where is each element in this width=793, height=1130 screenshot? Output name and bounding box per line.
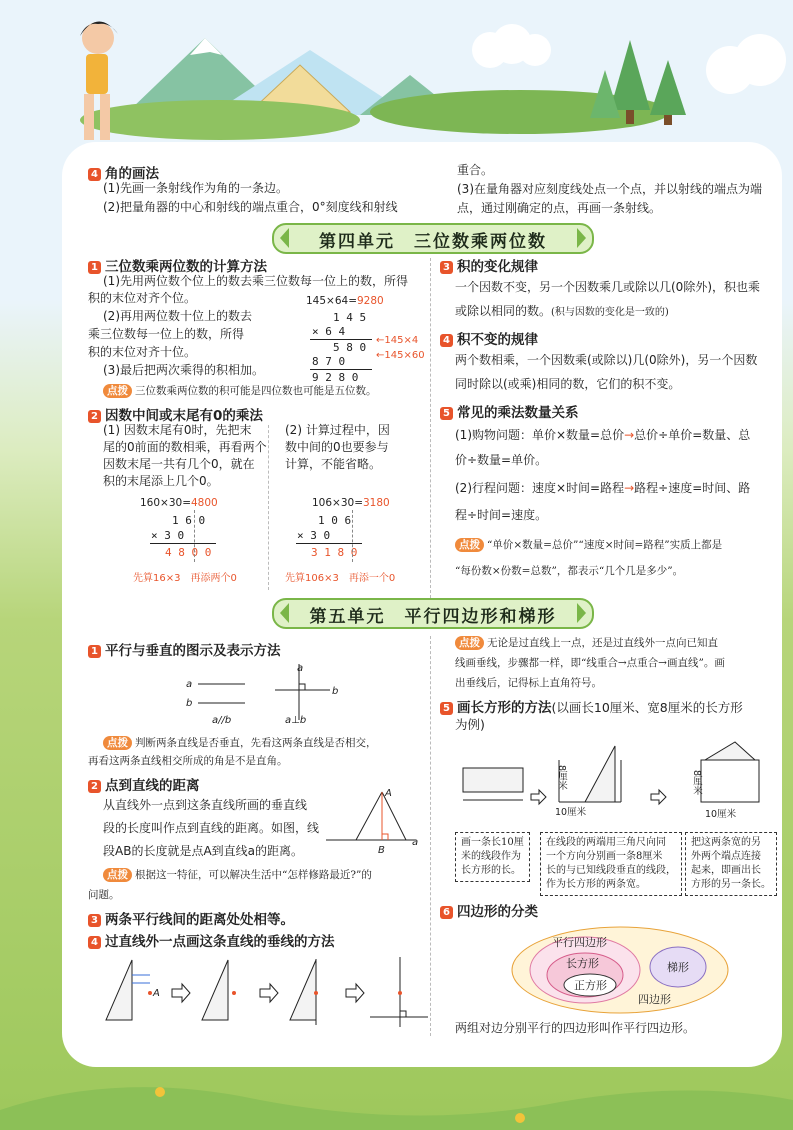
section-heading: 3 两条平行线间的距离处处相等。 <box>88 908 294 928</box>
unit-banner <box>272 223 594 254</box>
column-divider <box>430 258 431 598</box>
tip-note: 再看这两条直线相交所成的角是不是直角。 <box>88 755 288 767</box>
venn-label: 四边形 <box>638 993 671 1006</box>
text-line: 积的末尾添上几个0。 <box>103 474 219 488</box>
tip-note: 问题。 <box>88 889 120 901</box>
section-heading: 2 因数中间或末尾有0的乘法 <box>88 404 263 424</box>
line-label: a <box>297 663 304 674</box>
section-heading: 5 画长方形的方法(以画长10厘米、宽8厘米的长方形 <box>440 696 743 716</box>
point-label: A <box>153 988 160 999</box>
venn-label: 长方形 <box>566 957 599 970</box>
vertical-calc-row: × 6 4 <box>312 325 346 338</box>
text-line: 两个数相乘，一个因数乘(或除以)几(0除外)，另一个因数 <box>455 353 758 367</box>
calc-guide <box>352 510 353 562</box>
tip-note: 出垂线后，记得标上直角符号。 <box>455 677 602 689</box>
text-line: 为例) <box>455 717 485 732</box>
calc-annotation: 先算16×3 再添两个0 <box>133 573 237 584</box>
calc-guide <box>194 510 195 562</box>
text-line: (1)先用两位数个位上的数去乘三位数每一位上的数，所得 <box>103 274 409 288</box>
section-heading: 2 点到直线的距离 <box>88 774 200 794</box>
unit-title: 第四单元 三位数乘两位数 <box>319 232 547 252</box>
sub-divider <box>268 425 269 590</box>
tip-note: 线画垂线，步骤都一样，即“线重合→点重合→画直线”。画 <box>455 657 725 669</box>
vertical-calc-row: 3 1 8 0 <box>311 546 358 559</box>
line-label: a <box>412 837 419 848</box>
text-line: (2)把量角器的中心和射线的端点重合，0°刻度线和射线 <box>103 200 398 214</box>
section-heading: 6 四边形的分类 <box>440 900 538 920</box>
line-label: a <box>186 679 193 690</box>
point-to-line-diagram <box>322 788 422 858</box>
dimension-label: 8厘米 <box>556 765 567 791</box>
text-line: 计算，不能省略。 <box>285 457 382 471</box>
text-line: 价÷数量=单价。 <box>455 453 548 467</box>
vertical-calc-row: 1 4 5 <box>333 311 367 324</box>
text-line: 乘三位数每一位上的数，所得 <box>88 327 245 341</box>
text-line: (3)最后把两次乘得的积相加。 <box>103 363 264 377</box>
section-heading: 1 平行与垂直的图示及表示方法 <box>88 639 281 659</box>
section-heading: 1 三位数乘两位数的计算方法 <box>88 255 267 275</box>
quadrilateral-venn <box>510 925 740 1015</box>
section-heading: 4 角的画法 <box>88 162 159 182</box>
text-line: (1)购物问题：单价×数量=总价→总价÷单价=数量、总 <box>455 428 751 442</box>
draw-perpendicular-steps <box>100 955 430 1035</box>
text-line: 积的末位对齐十位。 <box>88 345 197 359</box>
point-label: B <box>378 845 385 856</box>
unit-title: 第五单元 平行四边形和梯形 <box>309 607 557 627</box>
bottom-hill <box>0 1050 793 1130</box>
text-line: (1) 因数末尾有0时，先把末 <box>103 423 252 437</box>
text-line: 尾的0前面的数相乘，再看两个 <box>103 440 267 454</box>
tip-note: 点拨 三位数乘两位数的积可能是四位数也可能是五位数。 <box>103 383 377 400</box>
vertical-calc-row: 9 2 8 0 <box>312 371 359 384</box>
text-line: 数中间的0也要参与 <box>285 440 389 454</box>
section-heading: 4 积不变的规律 <box>440 328 538 348</box>
tip-note: 点拨 判断两条直线是否垂直，先看这两条直线是否相交， <box>103 735 377 752</box>
text-line: 段的长度叫作点到直线的距离。如图，线 <box>103 821 320 835</box>
vertical-calc-row: 8 7 0 <box>312 355 346 368</box>
step-box: 在线段的两端用三角尺向同 一个方向分别画一条8厘米 长的与已知线段垂直的线段， 作为长方形的两条宽。 <box>540 832 682 896</box>
vertical-calc-row: 1 6 0 <box>172 514 206 527</box>
text-line: (1)先画一条射线作为角的一条边。 <box>103 181 288 195</box>
venn-label: 梯形 <box>667 961 689 974</box>
text-line: 段AB的长度就是点A到直线a的距离。 <box>103 844 304 858</box>
text-line: 从直线外一点到这条直线所画的垂直线 <box>103 798 308 812</box>
text-line: 同时除以(或乘)相同的数，它们的积不变。 <box>455 377 681 391</box>
dimension-label: 10厘米 <box>555 807 587 818</box>
text-line: 程÷时间=速度。 <box>455 508 548 522</box>
vertical-calc-row: × 3 0 <box>297 529 331 542</box>
text-line: 重合。 <box>457 163 494 177</box>
vertical-calc-row: 4 8 0 0 <box>165 546 212 559</box>
text-line: 点，通过刚确定的点，再画一条射线。 <box>457 201 662 215</box>
section-heading: 5 常见的乘法数量关系 <box>440 401 579 421</box>
step-box: 把这两条宽的另 外两个端点连接 起来，即画出长 方形的另一条长。 <box>685 832 777 896</box>
text-line: (2)再用两位数十位上的数去 <box>103 309 252 323</box>
calc-annotation: ←145×4 <box>376 335 419 346</box>
venn-label: 正方形 <box>574 979 607 992</box>
step-box: 画一条长10厘 米的线段作为 长方形的长。 <box>455 832 530 882</box>
text-line: (2) 计算过程中，因 <box>285 423 390 437</box>
dimension-label: 8厘米 <box>691 770 702 796</box>
unit-banner <box>272 598 594 629</box>
calc-annotation: ←145×60 <box>376 350 425 361</box>
section-heading: 4 过直线外一点画这条直线的垂线的方法 <box>88 930 335 950</box>
calc-annotation: 先算106×3 再添一个0 <box>285 573 396 584</box>
vertical-calc-row: 5 8 0 <box>333 341 367 354</box>
diagram-caption: a⊥b <box>285 715 307 726</box>
diagram-caption: a//b <box>212 715 232 726</box>
text-line: 一个因数不变，另一个因数乘几或除以几(0除外)，积也乘 <box>455 280 761 294</box>
text-line: 两组对边分别平行的四边形叫作平行四边形。 <box>455 1021 696 1035</box>
text-line: 因数末尾一共有几个0，就在 <box>103 457 255 471</box>
line-label: b <box>186 698 193 709</box>
equation: 160×30=4800 <box>140 497 218 509</box>
vertical-calc-row: × 3 0 <box>151 529 185 542</box>
text-line: (3)在量角器对应刻度线处点一个点，并以射线的端点为端 <box>457 182 763 196</box>
dimension-label: 10厘米 <box>705 809 737 820</box>
column-divider <box>430 636 431 1036</box>
tip-note: 点拨 “单价×数量=总价”“速度×时间=路程”实质上都是 <box>455 537 722 554</box>
text-line: 或除以相同的数。(积与因数的变化是一致的) <box>455 304 669 318</box>
point-label: A <box>385 788 392 799</box>
tip-note: 点拨 根据这一特征，可以解决生活中“怎样修路最近?”的 <box>103 867 372 884</box>
equation: 106×30=3180 <box>312 497 390 509</box>
scenery <box>0 0 793 160</box>
section-heading: 3 积的变化规律 <box>440 255 538 275</box>
line-label: b <box>332 686 339 697</box>
vertical-calc-row: 1 0 6 <box>318 514 352 527</box>
text-line: (2)行程问题：速度×时间=路程→路程÷速度=时间、路 <box>455 481 751 495</box>
tip-note: 点拨 无论是过直线上一点，还是过直线外一点向已知直 <box>455 635 718 652</box>
text-line: 积的末位对齐个位。 <box>88 291 197 305</box>
tip-note: “每份数×份数=总数”，都表示“几个几是多少”。 <box>455 565 684 577</box>
venn-label: 平行四边形 <box>552 936 607 949</box>
equation: 145×64=9280 <box>306 295 384 307</box>
